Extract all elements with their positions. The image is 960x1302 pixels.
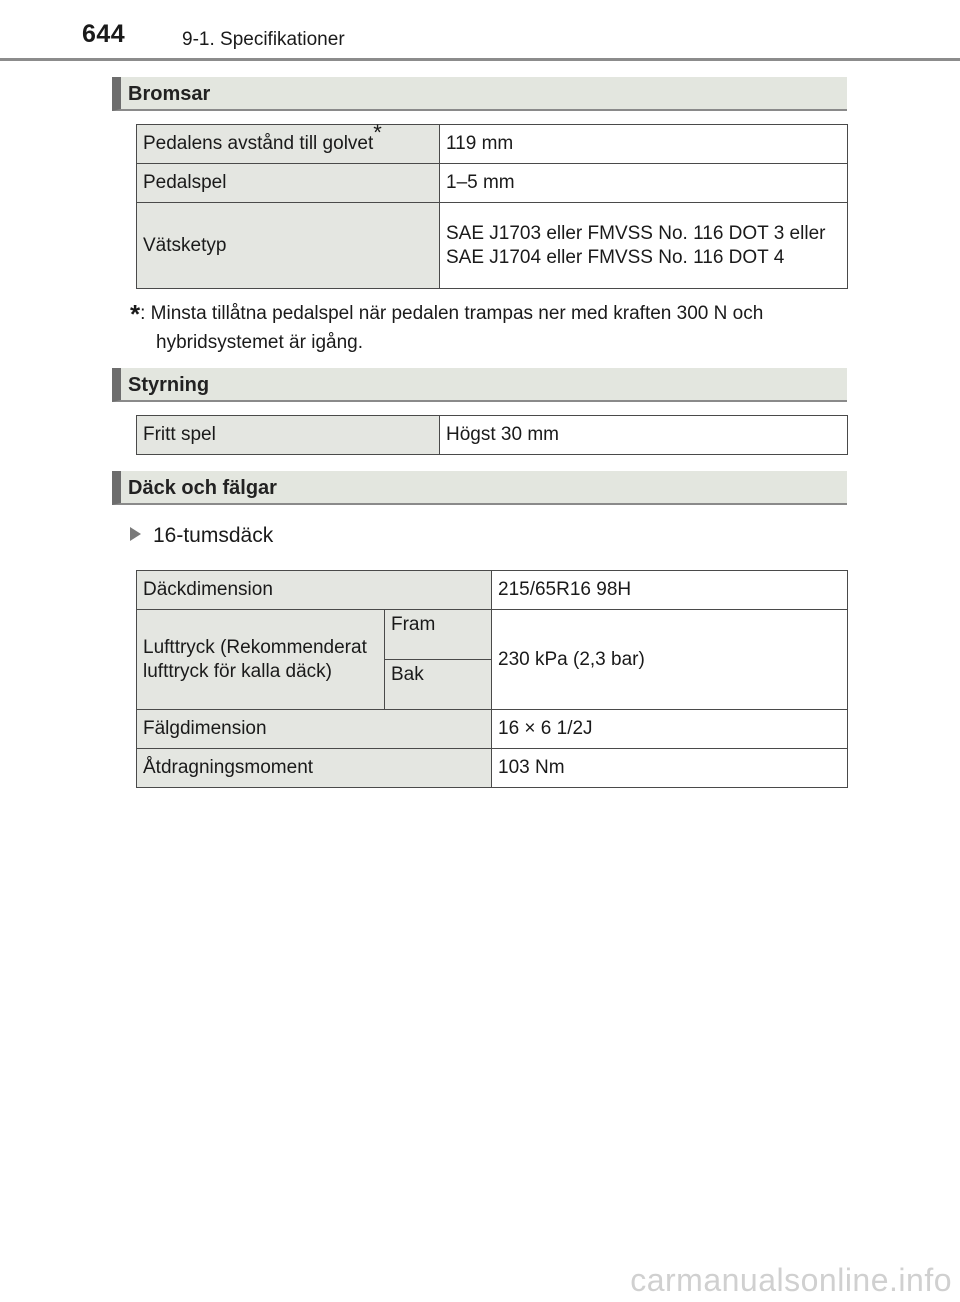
table-cell-label: Pedalspel — [137, 164, 440, 203]
chapter-title: 9-1. Specifikationer — [182, 29, 345, 50]
footnote — [130, 296, 842, 357]
section-title-brakes: Bromsar — [128, 83, 211, 105]
table-cell-label: Vätsketyp — [137, 203, 440, 289]
table-cell-value: 1–5 mm — [440, 164, 848, 203]
tires-table — [136, 570, 848, 788]
table-row — [137, 610, 848, 660]
table-cell-label: Däckdimension — [137, 571, 492, 610]
table-cell-value: 16 × 6 1/2J — [492, 710, 848, 749]
footnote-text: : Minsta tillåtna pedalspel när pedalen trampas ner med kraften 300 N och — [140, 303, 764, 324]
table-row — [137, 125, 848, 164]
table-cell-label: Åtdragningsmoment — [137, 749, 492, 788]
table-cell-label: Lufttryck (Rekommenderat lufttryck för kalla däck) — [137, 610, 385, 710]
table-row — [137, 749, 848, 788]
brakes-table — [136, 119, 848, 289]
table-row — [137, 164, 848, 203]
table-cell-value: 215/65R16 98H — [492, 571, 848, 610]
steering-table — [136, 415, 848, 455]
table-cell-label: Fälgdimension — [137, 710, 492, 749]
fluid-type-line: SAE J1703 eller FMVSS No. 116 DOT 3 eller — [446, 222, 826, 244]
section-header-brakes — [112, 77, 847, 111]
subheading-text: 16-tumsdäck — [153, 524, 274, 547]
watermark: carmanualsonline.info — [630, 1262, 952, 1298]
section-header-steering — [112, 368, 847, 402]
table-row — [137, 710, 848, 749]
table-cell-label: Fritt spel — [137, 416, 440, 455]
footnote-marker: * — [373, 119, 382, 145]
section-title-tires: Däck och fälgar — [128, 477, 277, 499]
triangle-bullet-icon — [130, 527, 141, 541]
table-cell-value: 230 kPa (2,3 bar) — [492, 610, 848, 710]
fluid-type-line: SAE J1704 eller FMVSS No. 116 DOT 4 — [446, 246, 785, 268]
table-cell-sublabel: Fram — [385, 610, 492, 660]
table-cell-value: Högst 30 mm — [440, 416, 848, 455]
table-row — [137, 416, 848, 455]
section-title-steering: Styrning — [128, 374, 210, 396]
section-header-tires — [112, 471, 847, 505]
header-divider — [0, 58, 960, 61]
footnote-text-continued: hybridsystemet är igång. — [156, 332, 363, 353]
table-cell-value: 103 Nm — [492, 749, 848, 788]
table-row — [137, 571, 848, 610]
subheading-16-inch — [130, 524, 273, 548]
page-number: 644 — [82, 20, 126, 48]
table-cell-value — [440, 203, 848, 289]
table-cell-label: Pedalens avstånd till golvet* — [137, 125, 440, 164]
table-row — [137, 203, 848, 289]
table-cell-sublabel: Bak — [385, 660, 492, 710]
table-cell-value: 119 mm — [440, 125, 848, 164]
page-header — [0, 0, 960, 62]
footnote-marker: * — [130, 299, 141, 329]
